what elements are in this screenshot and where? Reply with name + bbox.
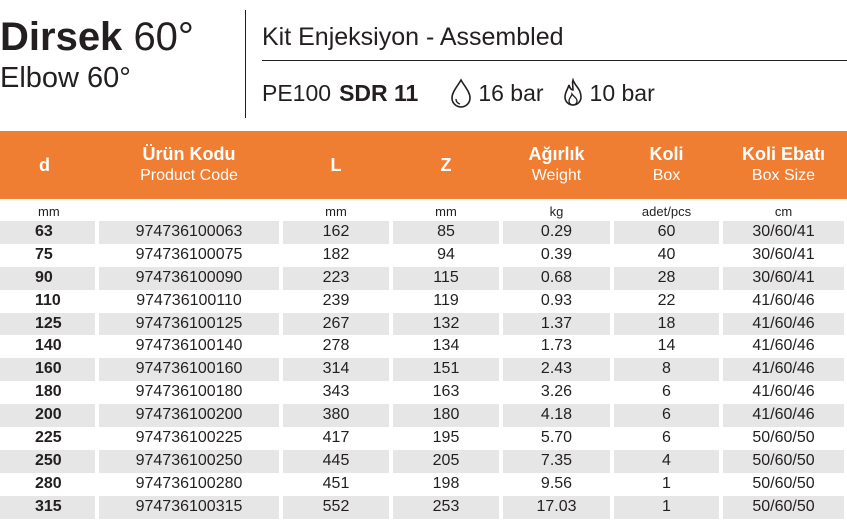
cell-z: 180	[393, 404, 499, 427]
cell-product-code: 974736100225	[135, 429, 243, 447]
table-body	[0, 221, 847, 519]
cell-product-code: 974736100200	[99, 404, 279, 427]
table-row	[0, 290, 847, 313]
cell-weight: 17.03	[503, 496, 610, 519]
cell-l: 239	[322, 291, 350, 309]
cell-weight: 5.70	[540, 429, 573, 447]
table-row	[0, 427, 847, 450]
header-product-code: Ürün Kodu Product Code	[140, 144, 238, 184]
cell-box-size: 41/60/46	[723, 313, 844, 336]
cell-z: 253	[393, 496, 499, 519]
cell-weight: 4.18	[503, 404, 610, 427]
cell-box: 4	[614, 450, 719, 473]
cell-d: 75	[35, 245, 53, 263]
sdr-label: SDR 11	[339, 80, 419, 106]
cell-z: 198	[432, 474, 460, 492]
title-bold: Dirsek	[0, 15, 123, 59]
cell-z: 115	[393, 267, 499, 290]
cell-box: 6	[614, 404, 719, 427]
cell-z: 94	[437, 245, 455, 263]
cell-z: 134	[432, 337, 460, 355]
cell-product-code: 974736100125	[99, 313, 279, 336]
header-box: Koli Box	[649, 144, 684, 184]
cell-box: 1	[662, 474, 671, 492]
cell-box-size: 30/60/41	[723, 221, 844, 244]
cell-d: 125	[0, 313, 95, 336]
cell-z: 151	[393, 358, 499, 381]
cell-product-code: 974736100110	[136, 291, 242, 309]
table-row	[0, 313, 847, 336]
cell-d: 160	[0, 358, 95, 381]
table-row	[0, 381, 847, 404]
cell-l: 267	[283, 313, 389, 336]
table-row	[0, 496, 847, 519]
cell-d: 110	[35, 291, 61, 309]
kit-label: Kit Enjeksiyon - Assembled	[262, 23, 564, 51]
page-subtitle: Elbow 60°	[0, 62, 131, 94]
cell-box-size: 50/60/50	[752, 474, 815, 492]
units-row	[0, 199, 847, 221]
page-title	[0, 14, 194, 60]
cell-l: 223	[283, 267, 389, 290]
cell-l: 380	[283, 404, 389, 427]
cell-box: 40	[657, 245, 676, 263]
title-angle: 60°	[133, 15, 194, 59]
table-row	[0, 267, 847, 290]
cell-product-code: 974736100180	[135, 383, 243, 401]
gas-pressure: 10 bar	[589, 80, 655, 106]
table-row	[0, 221, 847, 244]
unit-l: mm	[325, 204, 347, 219]
cell-box-size: 30/60/41	[723, 267, 844, 290]
title-block	[0, 14, 194, 94]
header-l: L	[330, 155, 342, 175]
cell-weight: 2.43	[503, 358, 610, 381]
cell-product-code: 974736100140	[135, 337, 243, 355]
header-z: Z	[440, 155, 452, 175]
cell-box-size: 41/60/46	[752, 291, 815, 309]
water-pressure: 16 bar	[478, 80, 544, 106]
cell-d: 200	[0, 404, 95, 427]
unit-d: mm	[38, 204, 60, 219]
cell-d: 280	[35, 474, 62, 492]
cell-box: 6	[662, 383, 671, 401]
horizontal-divider	[262, 60, 847, 61]
cell-box: 18	[614, 313, 719, 336]
cell-l: 182	[322, 245, 350, 263]
cell-weight: 0.39	[540, 245, 573, 263]
cell-box: 1	[614, 496, 719, 519]
cell-box-size: 41/60/46	[752, 337, 815, 355]
cell-d: 63	[0, 221, 95, 244]
header-d: d	[39, 155, 50, 175]
product-table	[0, 131, 847, 519]
cell-box-size: 30/60/41	[752, 245, 815, 263]
unit-box: adet/pcs	[641, 204, 692, 219]
cell-l: 343	[322, 383, 350, 401]
cell-weight: 0.29	[503, 221, 610, 244]
cell-weight: 1.37	[503, 313, 610, 336]
table-row	[0, 450, 847, 473]
material-label: PE100	[262, 80, 332, 106]
cell-weight: 9.56	[540, 474, 573, 492]
cell-box-size: 41/60/46	[723, 404, 844, 427]
cell-d: 250	[0, 450, 95, 473]
cell-l: 417	[322, 429, 350, 447]
cell-box: 28	[614, 267, 719, 290]
cell-product-code: 974736100090	[99, 267, 279, 290]
vertical-divider	[245, 10, 246, 118]
cell-l: 552	[283, 496, 389, 519]
cell-l: 445	[283, 450, 389, 473]
cell-box-size: 50/60/50	[723, 450, 844, 473]
cell-l: 314	[283, 358, 389, 381]
cell-d: 140	[35, 337, 62, 355]
table-row	[0, 335, 847, 358]
cell-box: 8	[614, 358, 719, 381]
cell-z: 85	[393, 221, 499, 244]
cell-d: 90	[0, 267, 95, 290]
cell-box-size: 50/60/50	[752, 429, 815, 447]
table-row	[0, 473, 847, 496]
cell-box-size: 41/60/46	[752, 383, 815, 401]
cell-z: 119	[433, 291, 459, 309]
cell-product-code: 974736100280	[135, 474, 243, 492]
table-header	[0, 131, 847, 199]
unit-z: mm	[435, 204, 457, 219]
cell-weight: 3.26	[540, 383, 573, 401]
cell-weight: 0.68	[503, 267, 610, 290]
cell-weight: 7.35	[503, 450, 610, 473]
table-row	[0, 244, 847, 267]
cell-box-size: 41/60/46	[723, 358, 844, 381]
cell-box: 14	[657, 337, 676, 355]
cell-product-code: 974736100063	[99, 221, 279, 244]
cell-z: 163	[432, 383, 460, 401]
water-drop-icon	[448, 78, 474, 108]
cell-d: 225	[35, 429, 62, 447]
unit-box-size: cm	[774, 204, 793, 219]
cell-product-code: 974736100075	[135, 245, 243, 263]
cell-l: 451	[322, 474, 350, 492]
table-row	[0, 358, 847, 381]
cell-box: 6	[662, 429, 671, 447]
cell-product-code: 974736100160	[99, 358, 279, 381]
cell-d: 180	[35, 383, 62, 401]
cell-z: 195	[432, 429, 460, 447]
cell-z: 205	[393, 450, 499, 473]
unit-weight: kg	[549, 204, 564, 219]
cell-product-code: 974736100250	[99, 450, 279, 473]
cell-l: 278	[322, 337, 350, 355]
cell-d: 315	[0, 496, 95, 519]
cell-product-code: 974736100315	[99, 496, 279, 519]
cell-box: 60	[614, 221, 719, 244]
header-weight: Ağırlık Weight	[528, 144, 585, 184]
spec-line	[262, 78, 655, 108]
flame-icon	[560, 78, 586, 108]
cell-weight: 1.73	[540, 337, 573, 355]
table-row	[0, 404, 847, 427]
cell-box: 22	[657, 291, 676, 309]
header-box-size: Koli Ebatı Box Size	[741, 144, 825, 184]
cell-box-size: 50/60/50	[723, 496, 844, 519]
cell-weight: 0.93	[540, 291, 573, 309]
cell-l: 162	[283, 221, 389, 244]
cell-z: 132	[393, 313, 499, 336]
